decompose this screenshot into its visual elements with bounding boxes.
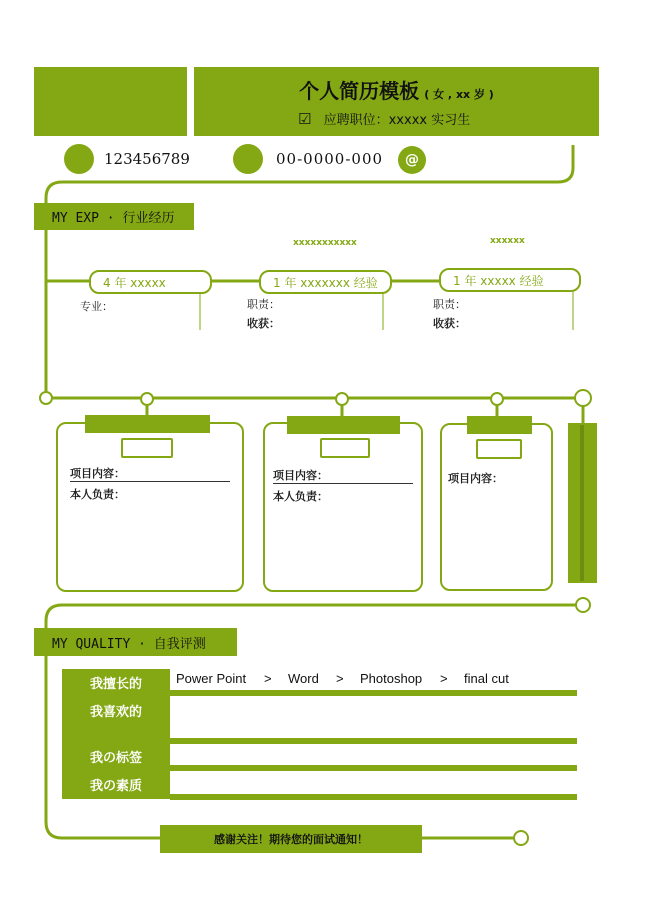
project-card-2-clip [320,438,370,458]
resume-title: 个人简历模板 [299,79,420,103]
email-symbol: @ [405,152,419,168]
position-value: xxxxx 实习生 [388,113,471,128]
quality-row-line [170,690,577,696]
project-role-label: 本人负责： [70,488,125,501]
side-accent-stripe [580,425,584,581]
project-content-label: 项目内容： [70,467,125,480]
exp-field-major: 专业： [80,300,113,313]
skill-item: final cut [464,671,509,686]
quality-row-line [170,738,577,744]
project-card-1-clip [121,438,173,458]
exp-pill-3-text: 1 年 xxxxx 经验 [453,273,544,288]
exp-top-label-3: xxxxxx [490,236,525,246]
timeline-node [513,830,529,846]
timeline-node [140,392,154,406]
qq-number: 123456789 [104,150,190,168]
timeline-node [575,597,591,613]
checkbox-icon: ☑ [298,110,312,128]
project-divider [70,481,230,482]
skill-separator: > [264,671,272,686]
quality-row-line [170,794,577,800]
exp-field-duty: 职责： [433,298,466,311]
exp-field-duty: 职责： [247,298,280,311]
exp-pill-1 [89,270,212,294]
project-divider [273,483,413,484]
footer-message: 感谢关注！期待您的面试通知！ [214,833,368,846]
timeline-node [490,392,504,406]
phone-number: 00-0000-000 [276,150,384,168]
exp-pill-1-text: 4 年 xxxxx [103,275,166,290]
experience-section-title: MY EXP · 行业经历 [34,203,194,230]
exp-pill-3 [439,268,581,292]
skill-item: Word [288,671,319,686]
quality-section-title: MY QUALITY · 自我评测 [34,628,237,656]
skill-item: Power Point [176,671,247,686]
exp-pill-2-text: 1 年 xxxxxxx 经验 [273,275,378,290]
exp-field-gain: 收获： [433,317,466,330]
timeline-node [335,392,349,406]
project-card-3-clip [476,439,522,459]
resume-title-suffix: ( 女 , xx 岁 ) [424,88,494,101]
skill-item: Photoshop [360,671,423,686]
project-role-label: 本人负责： [273,490,328,503]
project-card-1-tab [85,415,210,433]
timeline-node [574,389,592,407]
quality-row-tags: 我の标签 [89,751,142,766]
position-label: 应聘职位： [323,113,389,128]
exp-top-label-2: xxxxxxxxxxx [293,238,357,248]
timeline-node [39,391,53,405]
project-content-label: 项目内容： [448,472,503,485]
skill-separator: > [336,671,344,686]
quality-row-traits: 我の素质 [89,779,142,794]
quality-row-likes: 我喜欢的 [89,705,142,720]
quality-row-line [170,765,577,771]
project-card-3-tab [467,416,532,434]
footer-banner [160,825,422,853]
exp-field-gain: 收获： [247,317,280,330]
quality-row-skills: 我擅长的 [89,677,142,692]
exp-pill-2 [259,270,392,294]
project-card-2-tab [287,416,400,434]
skill-separator: > [440,671,448,686]
project-content-label: 项目内容： [273,469,328,482]
